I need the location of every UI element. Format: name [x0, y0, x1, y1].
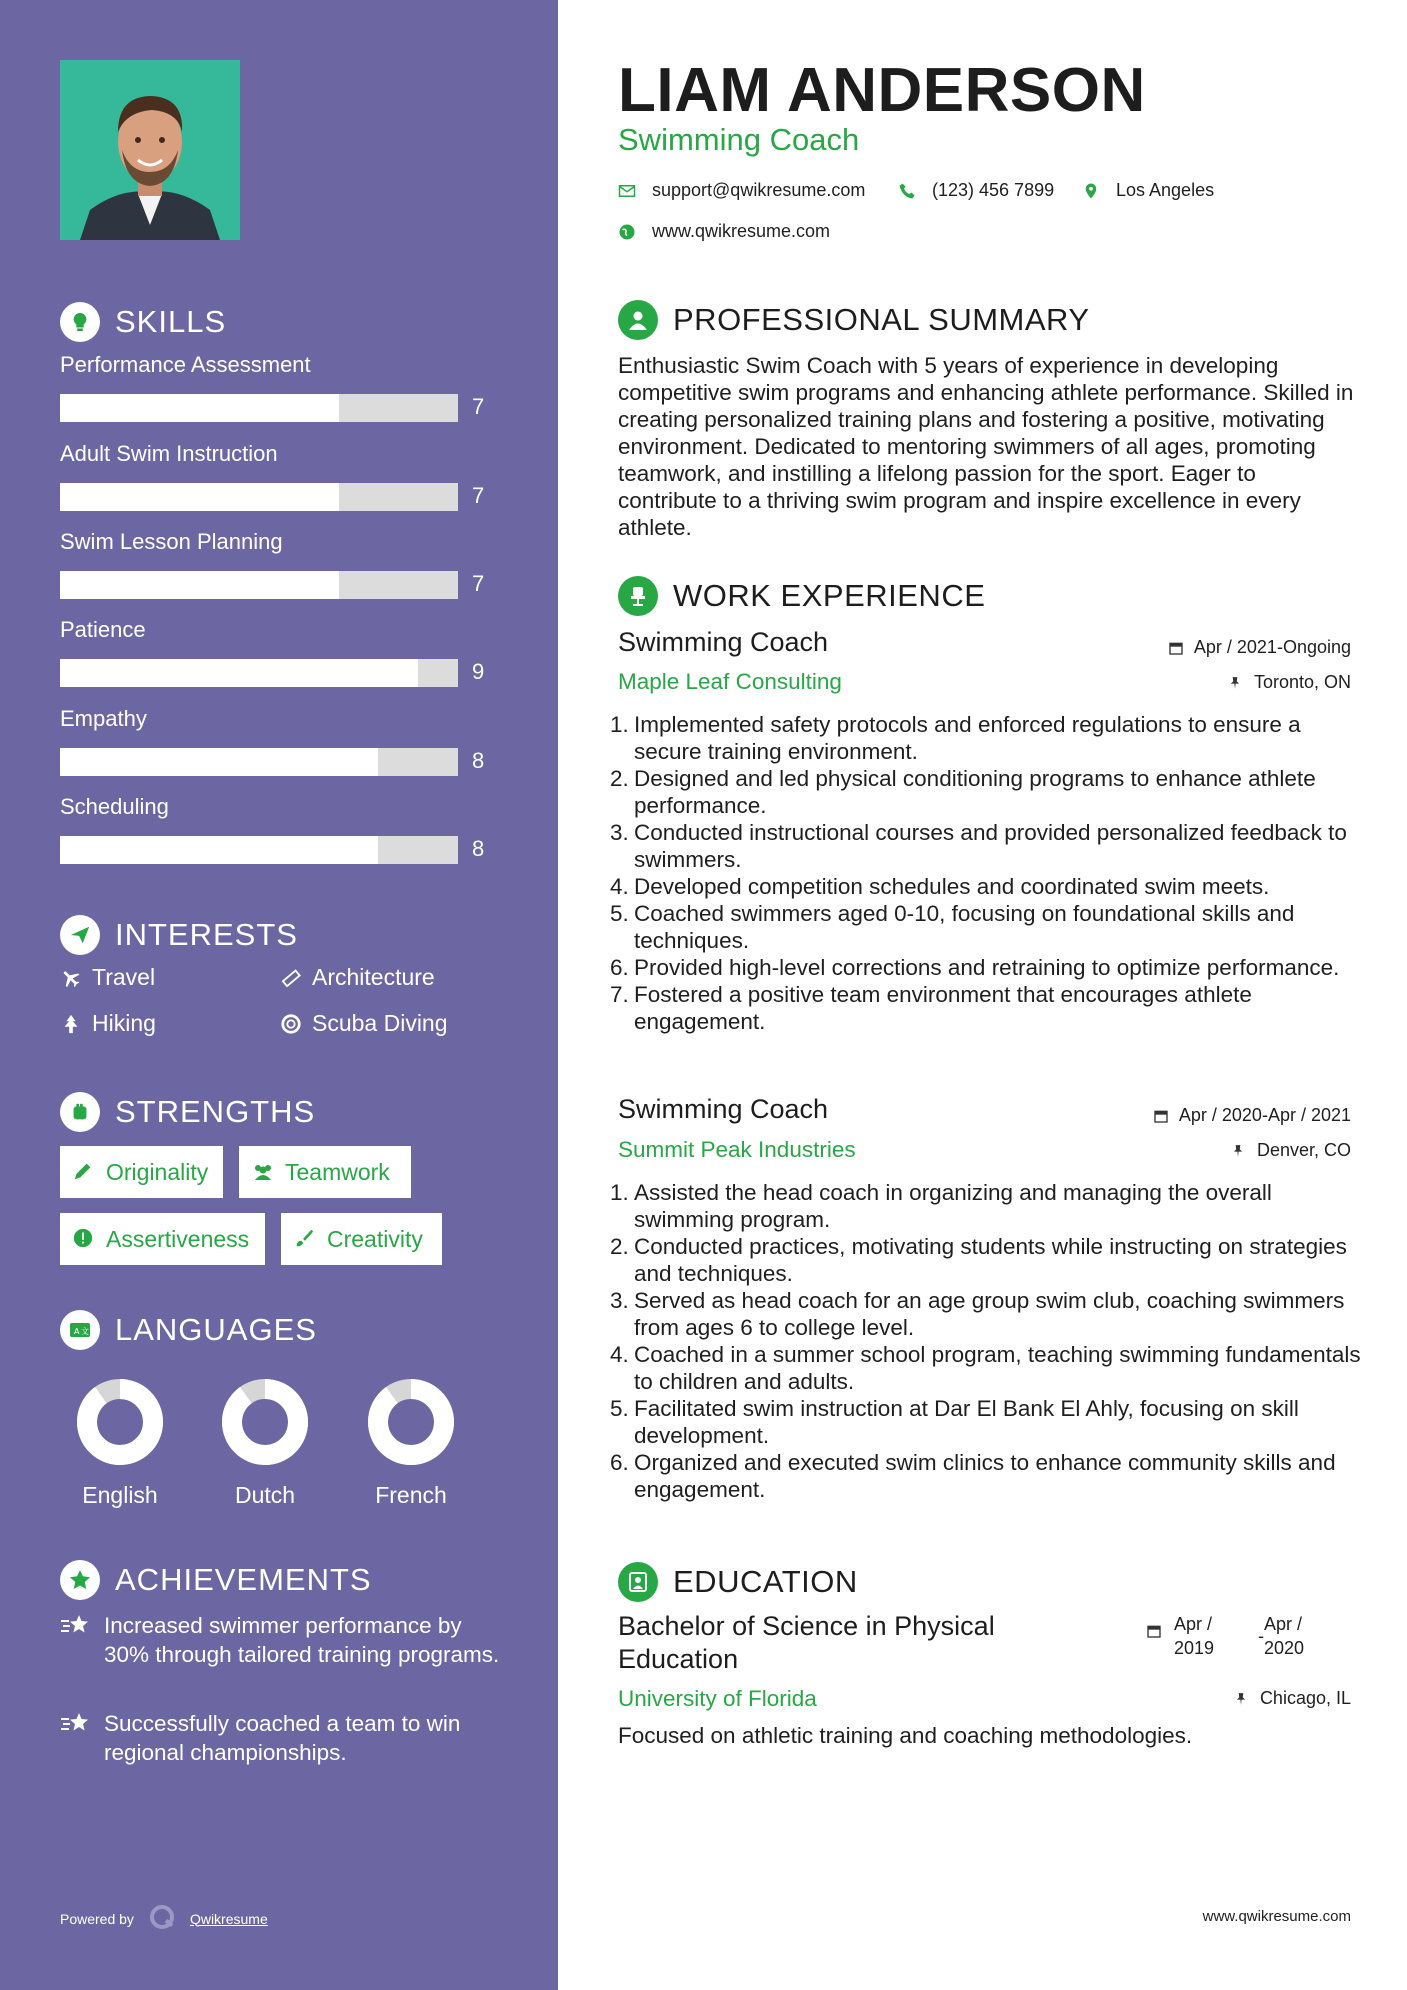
summary-text: Enthusiastic Swim Coach with 5 years of experience in developing competitive swim programs and enhancing athlete performance. Skilled in creating personalized training plans and fostering a positive, motivating environment. Dedicated to mentoring swimmers of all ages, promoting teamwork, and instilling a lifelong passion for the sport. Eager to contribute to a thriving swim program and inspire excellence in every athlete. [618, 353, 1354, 540]
candidate-title: Swimming Coach [618, 122, 860, 157]
language-name: Dutch [234, 1482, 296, 1508]
calendar-icon [1146, 1623, 1162, 1644]
skill-bar [60, 748, 458, 776]
degree-title: Bachelor of Science in Physical Education [618, 1611, 995, 1674]
education-location [1234, 1688, 1351, 1709]
skill-item [60, 794, 490, 861]
achievement-text: Increased swimmer performance by 30% through tailored training programs. [104, 1613, 500, 1667]
tree-icon [60, 1013, 82, 1035]
paper-plane-icon [60, 915, 100, 955]
skill-bar [60, 659, 458, 687]
user-icon [618, 300, 658, 340]
education-header [618, 1562, 858, 1602]
strength-chip [60, 1213, 265, 1265]
list-item: 3. Served as head coach for an age group swim club, coaching swimmers from ages 6 to college level. [610, 1288, 1345, 1340]
skill-value: 8 [472, 748, 485, 773]
education-location-text: Chicago, IL [1259, 1688, 1351, 1708]
skill-value: 7 [472, 571, 485, 596]
contact-website[interactable] [618, 221, 830, 242]
phone-text: (123) 456 7899 [932, 180, 1055, 200]
users-icon [251, 1160, 275, 1184]
education-description: Focused on athletic training and coaching methodologies. [618, 1723, 1193, 1748]
list-item: 3. Conducted instructional courses and provided personalized feedback to swimmers. [610, 820, 1347, 872]
pencil-ruler-icon [280, 967, 302, 989]
list-item: 6. Organized and executed swim clinics to enhance community skills and engagement. [610, 1450, 1336, 1502]
skill-bar [60, 483, 458, 511]
language-icon [60, 1310, 100, 1350]
contact-email[interactable] [618, 180, 865, 201]
experience-header [618, 576, 985, 616]
strengths-title: STRENGTHS [115, 1094, 316, 1129]
skill-item [60, 529, 490, 596]
skills-header [60, 302, 226, 342]
list-item: 5. Facilitated swim instruction at Dar El Bank El Ahly, focusing on skill development. [610, 1396, 1299, 1448]
skill-bar-fill [60, 571, 339, 599]
list-item: 5. Coached swimmers aged 0-10, focusing on foundational skills and techniques. [610, 901, 1295, 953]
pushpin-icon [1228, 675, 1244, 691]
life-ring-icon [280, 1013, 302, 1035]
interest-item [280, 1010, 448, 1037]
phone-icon [898, 182, 916, 200]
job-title: Swimming Coach [618, 1094, 829, 1124]
pushpin-icon [1234, 1691, 1250, 1707]
interest-label: Travel [92, 964, 156, 990]
calendar-icon [1168, 640, 1184, 656]
strength-chip [60, 1146, 223, 1198]
profile-photo [60, 60, 240, 240]
sidebar [0, 0, 558, 1990]
globe-icon [618, 223, 636, 241]
graduation-icon [618, 1562, 658, 1602]
strength-chip [239, 1146, 411, 1198]
strength-label: Assertiveness [106, 1225, 250, 1252]
job-responsibilities [610, 1179, 1370, 1503]
language-item [351, 1378, 471, 1509]
powered-by-label: Powered by [60, 1910, 134, 1927]
education-end: Apr / 2020 [1264, 1614, 1305, 1658]
contact-phone[interactable] [898, 180, 1054, 201]
map-marker-icon [1082, 182, 1100, 200]
shooting-star-icon [60, 1613, 92, 1669]
chair-icon [618, 576, 658, 616]
list-item: 1. Assisted the head coach in organizing and managing the overall swimming program. [610, 1180, 1272, 1232]
language-item [205, 1378, 325, 1509]
job-company: Summit Peak Industries [618, 1137, 856, 1162]
paint-brush-icon [293, 1227, 317, 1251]
skill-name: Performance Assessment [60, 352, 311, 377]
interest-label: Architecture [312, 964, 435, 990]
job-dates [1168, 637, 1351, 658]
list-item: 2. Designed and led physical conditioning programs to enhance athlete performance. [610, 766, 1316, 818]
language-ring [221, 1378, 309, 1466]
job-location [1228, 672, 1351, 693]
skill-name: Adult Swim Instruction [60, 441, 278, 466]
pushpin-icon [1231, 1143, 1247, 1159]
job-company: Maple Leaf Consulting [618, 669, 842, 694]
experience-title: WORK EXPERIENCE [673, 578, 986, 613]
skill-value: 7 [472, 483, 485, 508]
shooting-star-icon [60, 1711, 92, 1767]
calendar-icon [1153, 1108, 1169, 1124]
languages-header [60, 1310, 317, 1350]
job-location [1231, 1140, 1351, 1161]
skill-name: Swim Lesson Planning [60, 529, 283, 554]
skill-bar [60, 571, 458, 599]
education-start: Apr / 2019 [1174, 1614, 1215, 1658]
skill-item [60, 441, 490, 508]
main-content [558, 0, 1407, 1990]
language-name: French [375, 1482, 447, 1508]
website-text: www.qwikresume.com [652, 221, 831, 241]
interest-item [60, 964, 155, 991]
achievement-item [60, 1611, 500, 1669]
envelope-icon [618, 182, 636, 200]
list-item: 1. Implemented safety protocols and enforced regulations to ensure a secure training environment. [610, 712, 1301, 764]
strengths-header [60, 1092, 315, 1132]
list-item: 7. Fostered a positive team environment that encourages athlete engagement. [610, 982, 1252, 1034]
skill-value: 9 [472, 659, 485, 684]
qwikresume-logo-icon [148, 1903, 176, 1934]
summary-title: PROFESSIONAL SUMMARY [673, 302, 1090, 337]
job-dates-text: Apr / 2021-Ongoing [1193, 637, 1351, 657]
email-text: support@qwikresume.com [652, 180, 866, 200]
skill-item [60, 706, 490, 773]
achievement-item [60, 1709, 500, 1767]
job-responsibilities [610, 711, 1370, 1035]
languages-title: LANGUAGES [115, 1312, 317, 1347]
skill-value: 8 [472, 836, 485, 861]
skill-bar-fill [60, 748, 378, 776]
job-location-text: Toronto, ON [1253, 672, 1351, 692]
powered-by [60, 1903, 268, 1934]
summary-header [618, 300, 1090, 340]
candidate-name: LIAM ANDERSON [618, 56, 1146, 125]
contact-location [1082, 180, 1214, 201]
skill-name: Patience [60, 617, 146, 642]
strength-label: Creativity [327, 1225, 423, 1252]
interests-title: INTERESTS [115, 917, 298, 952]
plane-icon [60, 967, 82, 989]
skill-item [60, 617, 490, 684]
skill-bar-fill [60, 394, 339, 422]
star-badge-icon [60, 1560, 100, 1600]
skills-title: SKILLS [115, 304, 227, 339]
location-text: Los Angeles [1116, 180, 1215, 200]
list-item: 4. Coached in a summer school program, teaching swimming fundamentals to children and adults. [610, 1342, 1361, 1394]
list-item: 4. Developed competition schedules and coordinated swim meets. [610, 874, 1270, 899]
lightbulb-icon [60, 302, 100, 342]
interest-label: Scuba Diving [312, 1010, 448, 1036]
job-dates-text: Apr / 2020-Apr / 2021 [1178, 1105, 1351, 1125]
strength-label: Originality [106, 1158, 209, 1185]
skill-bar-fill [60, 836, 378, 864]
skill-name: Empathy [60, 706, 147, 731]
language-name: English [82, 1482, 158, 1508]
achievements-title: ACHIEVEMENTS [115, 1562, 372, 1597]
skill-bar [60, 836, 458, 864]
language-item [60, 1378, 180, 1509]
list-item: 2. Conducted practices, motivating students while instructing on strategies and techniques. [610, 1234, 1347, 1286]
skill-bar [60, 394, 458, 422]
language-ring [367, 1378, 455, 1466]
language-ring [76, 1378, 164, 1466]
skill-name: Scheduling [60, 794, 169, 819]
strength-chip [281, 1213, 442, 1265]
job-title: Swimming Coach [618, 627, 829, 657]
skill-value: 7 [472, 394, 485, 419]
education-title: EDUCATION [673, 1564, 858, 1599]
skill-item [60, 352, 490, 419]
list-item: 6. Provided high-level corrections and retraining to optimize performance. [610, 955, 1340, 980]
interest-item [60, 1010, 156, 1037]
interests-header [60, 915, 298, 955]
achievement-text: Successfully coached a team to win regional championships. [104, 1711, 461, 1765]
job-dates [1153, 1105, 1351, 1126]
fist-icon [60, 1092, 100, 1132]
skill-bar-fill [60, 659, 418, 687]
interest-item [280, 964, 435, 991]
achievements-header [60, 1560, 372, 1600]
job-location-text: Denver, CO [1256, 1140, 1351, 1160]
pencil-icon [72, 1160, 96, 1184]
date-separator: - [1258, 1626, 1264, 1646]
skill-bar-fill [60, 483, 339, 511]
footer-website[interactable]: www.qwikresume.com [1202, 1908, 1351, 1925]
exclamation-circle-icon [72, 1227, 96, 1251]
interest-label: Hiking [92, 1010, 156, 1036]
svg-text:A: A [74, 1327, 80, 1336]
strength-label: Teamwork [285, 1158, 390, 1185]
school-name: University of Florida [618, 1686, 817, 1711]
qwikresume-link[interactable]: Qwikresume [189, 1910, 268, 1927]
svg-text:文: 文 [81, 1327, 89, 1336]
